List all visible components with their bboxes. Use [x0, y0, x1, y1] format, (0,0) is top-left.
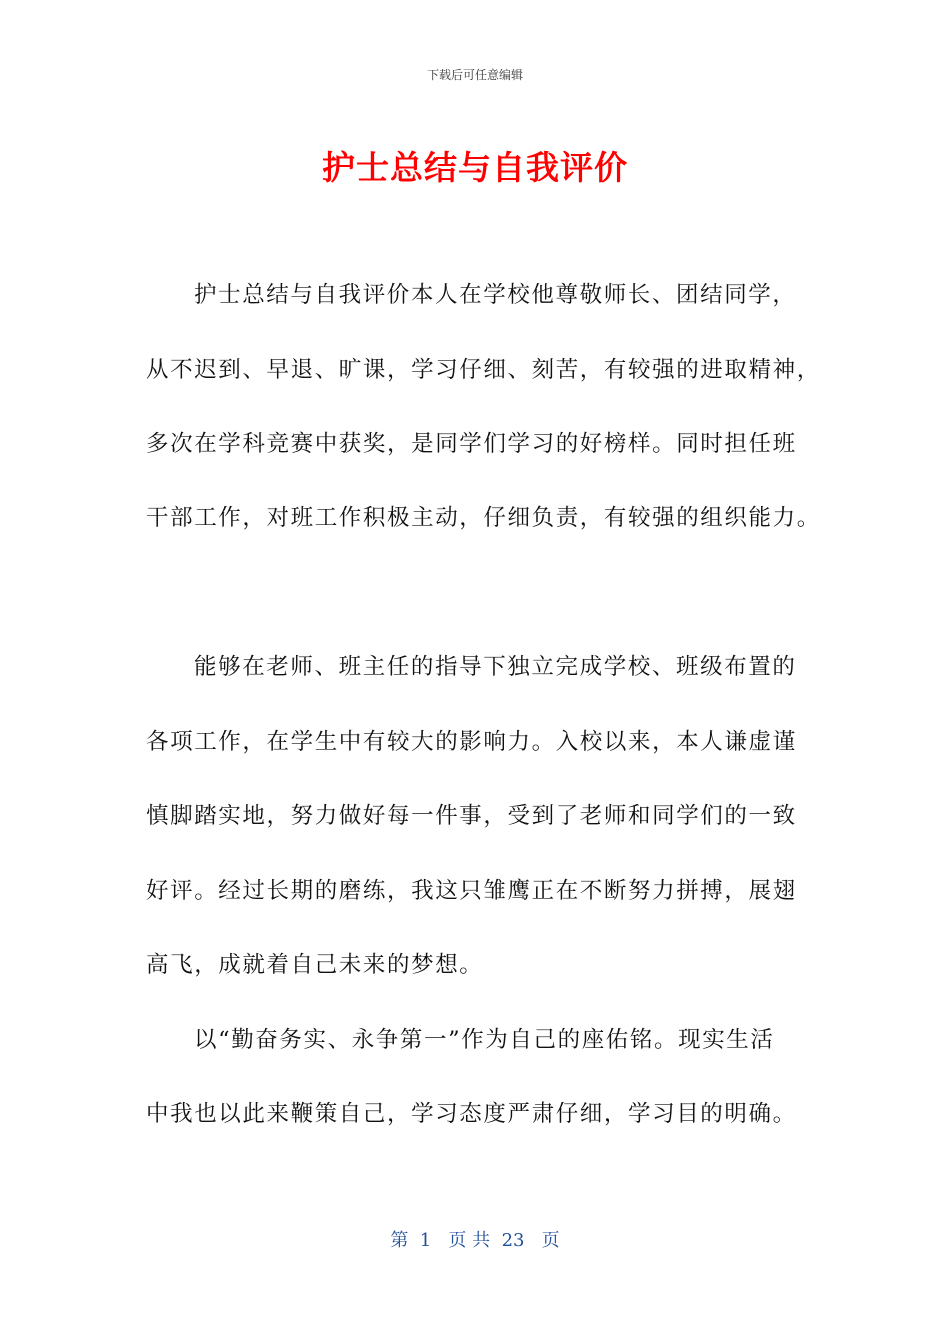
paragraph-1-line-2: 从不迟到、早退、旷课，学习仔细、刻苦，有较强的进取精神， [146, 357, 821, 383]
paragraph-3-line-1: 以“勤奋务实、永争第一”作为自己的座佑铭。现实生活 [194, 1027, 775, 1053]
paragraph-1-line-1: 护士总结与自我评价本人在学校他尊敬师长、团结同学， [194, 282, 797, 308]
paragraph-2-line-5: 高飞，成就着自己未来的梦想。 [146, 952, 484, 978]
page-footer: 第 1 页 共 23 页 [390, 1230, 560, 1251]
paragraph-2-line-3: 慎脚踏实地，努力做好每一件事，受到了老师和同学们的一致 [146, 803, 797, 829]
paragraph-1-line-3: 多次在学科竞赛中获奖，是同学们学习的好榜样。同时担任班 [146, 431, 797, 457]
paragraph-3-line-2: 中我也以此来鞭策自己，学习态度严肃仔细，学习目的明确。 [146, 1101, 797, 1127]
paragraph-2-line-2: 各项工作，在学生中有较大的影响力。入校以来，本人谦虚谨 [146, 729, 797, 755]
header-note: 下载后可任意编辑 [426, 68, 523, 82]
document-title: 护士总结与自我评价 [322, 148, 628, 187]
paragraph-2-line-1: 能够在老师、班主任的指导下独立完成学校、班级布置的 [194, 654, 797, 680]
paragraph-1-line-4: 干部工作，对班工作积极主动，仔细负责，有较强的组织能力。 [146, 505, 821, 531]
paragraph-2-line-4: 好评。经过长期的磨练，我这只雏鹰正在不断努力拼搏，展翅 [146, 878, 797, 904]
